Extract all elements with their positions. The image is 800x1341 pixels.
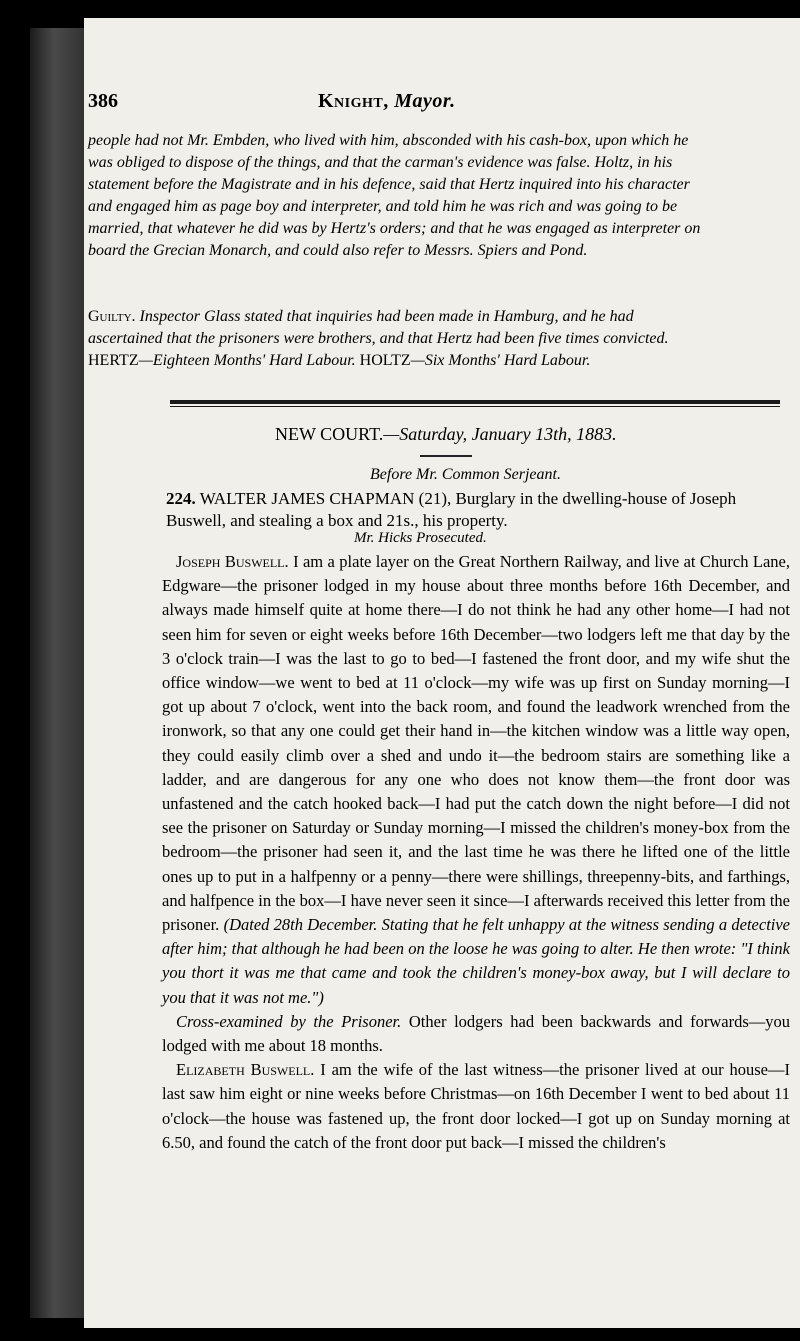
testimony-body bbox=[162, 550, 790, 1155]
court-name: NEW COURT. bbox=[275, 424, 384, 444]
before-judge: Before Mr. Common Serjeant. bbox=[370, 466, 561, 483]
sentence-hertz-name: HERTZ bbox=[88, 352, 139, 369]
page-number: 386 bbox=[88, 90, 118, 112]
witness-name: Joseph Buswell. bbox=[176, 552, 289, 571]
section-divider bbox=[170, 400, 780, 404]
witness-text: I am the wife of the last witness—the prisoner lived at our house—I last saw him eight or nine weeks before Christmas—on 16th December I went to bed about 11 o'clock—the house was fastened up, the front door locked—I got up on Sunday morning at 6.50, and found the catch of the front door put back—I missed the children's bbox=[162, 1060, 790, 1152]
continuation-paragraph: people had not Mr. Embden, who lived with him, absconded with his cash-box, upon which he was obliged to dispose of the things, and that the carman's evidence was false. Holtz, in his statement before the Magistrate and in his defence, said that Hertz inquired into his character and engaged him as page boy and interpreter, and told him he was rich and was going to be married, that whatever he did was by Hertz's orders; and that he was engaged as interpreter on board the Grecian Monarch, and could also refer to Messrs. Spiers and Pond. bbox=[88, 132, 701, 259]
section-divider-thin bbox=[170, 406, 780, 407]
sentence-hertz: —Eighteen Months' Hard Labour. bbox=[138, 352, 356, 369]
witness-text: I am a plate layer on the Great Northern Railway, and live at Church Lane, Edgware—the prisoner lodged in my house about three months before 16th December, and always made himself quite at home there—I do not think he had any other home—I had not seen him for seven or eight weeks before 16th December—two lodgers left me that day by the 3 o'clock train—I was the last to go to bed—I fastened the front door, and my wife shut the office window—we went to bed at 11 o'clock—my wife was up first on Sunday morning—I got up about 7 o'clock, went into the back room, and found the leadwork wrenched from the ironwork, so that any one could get their hand in—the kitchen window was a little way open, they could easily climb over a shed and undo it—the bedroom stairs are something like a ladder, and are dangerous for any one who does not know them—the front door was unfastened and the catch hooked back—I had put the catch down the night before—I did not see the prisoner on Saturday or Sunday morning—I missed the children's money-box from the bedroom—the prisoner had seen it, and the last time he was there he lifted one of the little ones up to put in a halfpenny or a penny—there were shillings, threepenny-bits, and farthings, and halfpence in the box—I have never seen it since—I afterwards received this letter from the prisoner. bbox=[162, 552, 790, 935]
court-title bbox=[275, 424, 617, 445]
case-charge: Burglary in the dwelling-house of Joseph Buswell, and stealing a box and 21s., his property. bbox=[166, 489, 737, 530]
cross-text: Other lodgers had been backwards and forwards—you lodged with me about 18 months. bbox=[162, 1011, 790, 1056]
running-head bbox=[318, 90, 456, 113]
letter-text: (Dated 28th December. Stating that he felt unhappy at the witness sending a detective after him; that although he had been on the loose he was going to alter. He then wrote: "I think you thort it was me that came and took the children's money-box away, but I will declare to you that it was not me.") bbox=[162, 915, 791, 1007]
cross-examination bbox=[162, 1010, 790, 1058]
running-head-title: Mayor. bbox=[394, 90, 456, 112]
cross-label: Cross-examined by the Prisoner. bbox=[176, 1011, 402, 1031]
running-head-name: Knight, bbox=[318, 90, 389, 112]
testimony-joseph bbox=[162, 550, 790, 1010]
title-rule bbox=[420, 455, 472, 457]
prosecutor: Mr. Hicks Prosecuted. bbox=[354, 530, 487, 546]
book-spine-shadow bbox=[30, 28, 90, 1318]
page-header bbox=[88, 90, 698, 120]
sentence-holtz-name: HOLTZ bbox=[359, 352, 411, 369]
case-number: 224. bbox=[166, 489, 196, 508]
defendant-name: WALTER JAMES CHAPMAN (21), bbox=[199, 489, 452, 508]
sentence-holtz: —Six Months' Hard Labour. bbox=[410, 352, 591, 369]
court-date: —Saturday, January 13th, 1883. bbox=[383, 424, 617, 444]
case-heading bbox=[166, 488, 778, 532]
verdict-label: Guilty. bbox=[88, 308, 136, 325]
verdict-paragraph bbox=[88, 306, 712, 372]
verdict-text: Inspector Glass stated that inquiries had been made in Hamburg, and he had ascertained that the prisoners were brothers, and that Hertz had been five times convicted. bbox=[88, 308, 669, 347]
witness-name: Elizabeth Buswell. bbox=[176, 1060, 315, 1080]
testimony-elizabeth bbox=[162, 1058, 790, 1155]
